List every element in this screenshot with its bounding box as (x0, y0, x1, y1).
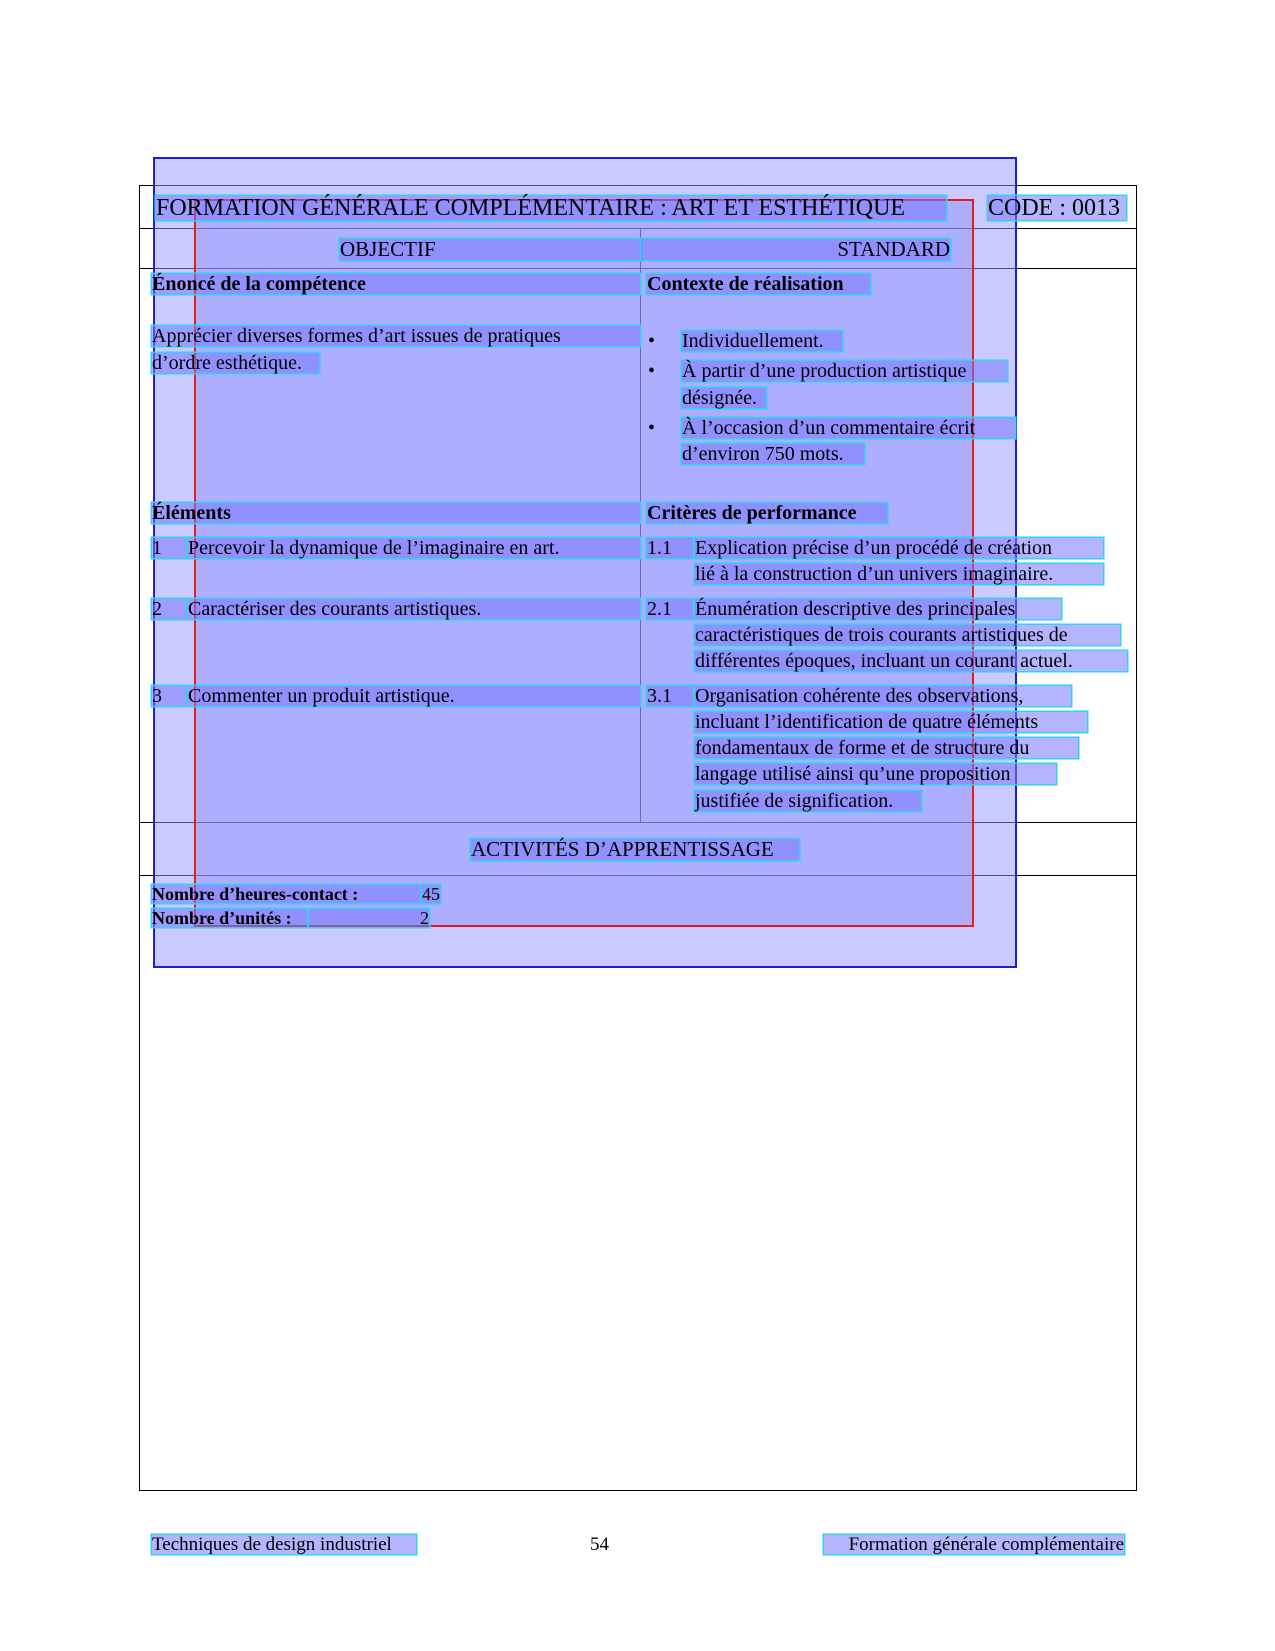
activities-heading: ACTIVITÉS D’APPRENTISSAGE (471, 839, 799, 860)
criterion-1-number: 1.1 (647, 538, 693, 558)
page-title: FORMATION GÉNÉRALE COMPLÉMENTAIRE : ART ET ESTHÉTIQUE (156, 196, 946, 220)
competence-line-1: Apprécier diverses formes d’art issues de pratiques (152, 326, 640, 346)
criterion-3-number: 3.1 (647, 686, 693, 706)
element-1-number: 1 (152, 538, 186, 558)
criterion-3-line-4: langage utilisé ainsi qu’une proposition (695, 764, 1056, 784)
context-item-1: Individuellement. (682, 331, 842, 351)
context-item-2-line-1: À partir d’une production artistique (682, 361, 1007, 381)
criterion-1-line-1: Explication précise d’un procédé de création (695, 538, 1103, 558)
hours-value: 45 (422, 884, 440, 904)
criterion-3-line-5: justifiée de signification. (695, 791, 921, 811)
competence-heading: Énoncé de la compétence (152, 274, 640, 294)
context-heading: Contexte de réalisation (647, 274, 870, 294)
bullet-icon: • (648, 417, 656, 439)
course-code: CODE : 0013 (988, 196, 1126, 220)
criterion-2-line-3: différentes époques, incluant un courant actuel. (695, 651, 1127, 671)
criterion-1-line-2: lié à la construction d’un univers imaginaire. (695, 564, 1103, 584)
elements-heading: Éléments (152, 503, 640, 523)
hours-label: Nombre d’heures-contact : (152, 885, 420, 903)
footer-section: Formation générale complémentaire (824, 1535, 1124, 1554)
element-2-text: Caractériser des courants artistiques. (188, 599, 640, 619)
page-number: 54 (590, 1534, 609, 1555)
criterion-3-line-1: Organisation cohérente des observations, (695, 686, 1071, 706)
element-3-text: Commenter un produit artistique. (188, 686, 640, 706)
criterion-2-line-2: caractéristiques de trois courants artistiques de (695, 625, 1120, 645)
criteria-heading: Critères de performance (647, 503, 887, 523)
context-item-3-line-1: À l’occasion d’un commentaire écrit (682, 418, 1015, 438)
element-1-text: Percevoir la dynamique de l’imaginaire en art. (188, 538, 640, 558)
criterion-3-line-3: fondamentaux de forme et de structure du (695, 738, 1078, 758)
column-heading-objectif: OBJECTIF (340, 239, 641, 260)
competence-line-2: d’ordre esthétique. (152, 353, 319, 373)
units-label: Nombre d’unités : (152, 909, 307, 927)
units-value: 2 (309, 909, 429, 927)
footer-program: Techniques de design industriel (152, 1535, 416, 1554)
criterion-2-number: 2.1 (647, 599, 693, 619)
bullet-icon: • (648, 360, 656, 382)
element-3-number: 3 (152, 686, 186, 706)
context-item-2-line-2: désignée. (682, 388, 766, 408)
element-2-number: 2 (152, 599, 186, 619)
criterion-3-line-2: incluant l’identification de quatre éléments (695, 712, 1087, 732)
criterion-2-line-1: Énumération descriptive des principales (695, 599, 1061, 619)
context-item-3-line-2: d’environ 750 mots. (682, 444, 864, 464)
column-heading-standard: STANDARD (641, 239, 950, 260)
bullet-icon: • (648, 330, 656, 352)
